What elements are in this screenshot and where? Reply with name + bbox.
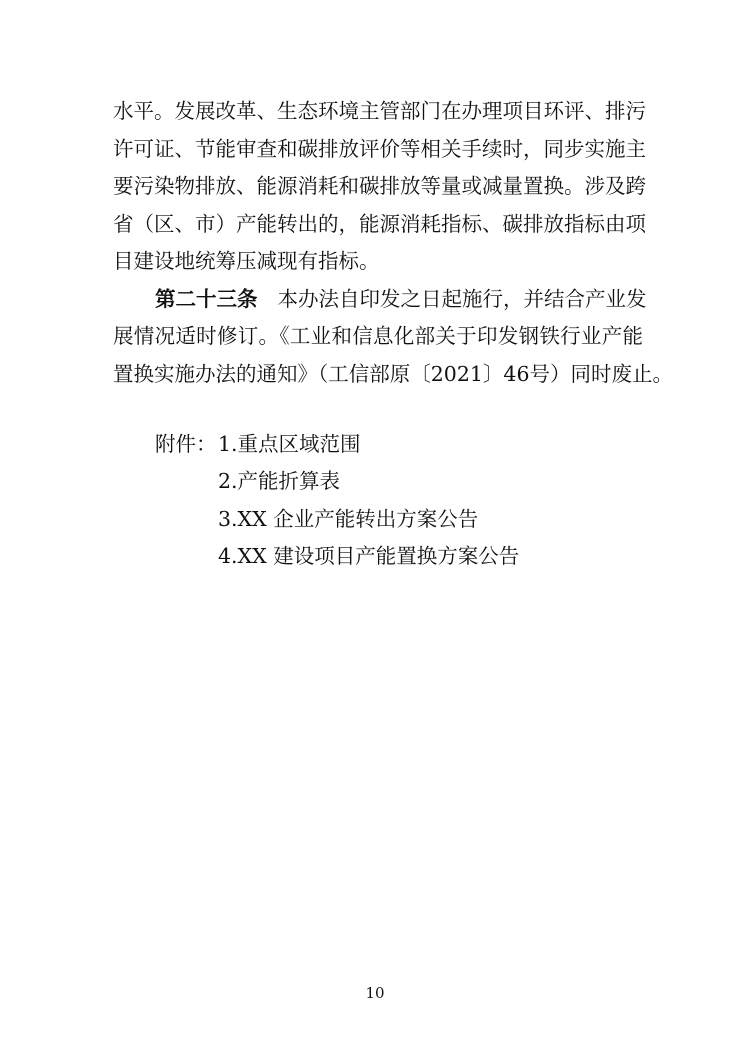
article-23-line: 置换实施办法的通知》（工信部原〔2021〕46号）同时废止。	[113, 362, 674, 386]
paragraph-line: 省（区、市）产能转出的，能源消耗指标、碳排放指标由项	[113, 212, 646, 236]
attachment-item: 4.XX 建设项目产能置换方案公告	[218, 544, 520, 568]
article-23-text: 本办法自印发之日起施行，并结合产业发	[277, 287, 647, 311]
paragraph-line: 许可证、节能审查和碳排放评价等相关手续时，同步实施主	[113, 137, 646, 161]
paragraph-line: 水平。发展改革、生态环境主管部门在办理项目环评、排污	[113, 99, 646, 123]
paragraph-line: 目建设地统筹压减现有指标。	[113, 249, 380, 273]
page-number: 10	[365, 984, 385, 1002]
article-23-line: 展情况适时修订。《工业和信息化部关于印发钢铁行业产能	[113, 324, 643, 348]
attachment-item: 1.重点区域范围	[218, 432, 361, 456]
article-23-heading: 第二十三条	[155, 287, 258, 311]
attachments-label: 附件：	[155, 432, 217, 456]
attachment-item: 2.产能折算表	[218, 469, 341, 493]
article-23-first-line	[155, 287, 647, 311]
attachment-item: 3.XX 企业产能转出方案公告	[218, 507, 479, 531]
paragraph-line: 要污染物排放、能源消耗和碳排放等量或减量置换。涉及跨	[113, 174, 646, 198]
